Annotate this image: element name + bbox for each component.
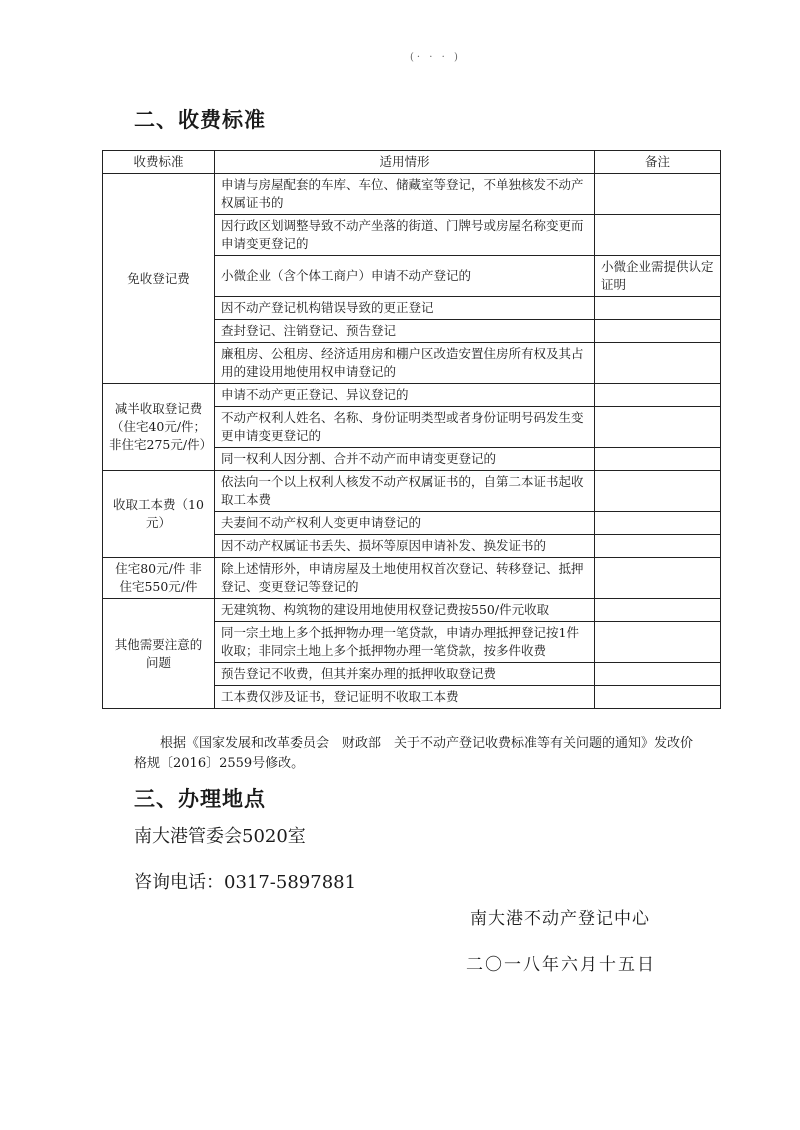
- table-row: [103, 174, 721, 215]
- case-cell: 除上述情形外，申请房屋及土地使用权首次登记、转移登记、抵押登记、变更登记等登记的: [215, 558, 595, 599]
- case-cell: 夫妻间不动产权利人变更申请登记的: [215, 512, 595, 535]
- section-title-location: 三、办理地点: [134, 787, 266, 811]
- case-cell: 预告登记不收费，但其并案办理的抵押收取登记费: [215, 663, 595, 686]
- note-cell: [595, 622, 721, 663]
- note-cell: [595, 686, 721, 709]
- note-cell: [595, 558, 721, 599]
- case-cell: 因不动产登记机构错误导致的更正登记: [215, 297, 595, 320]
- case-cell: 依法向一个以上权利人核发不动产权属证书的，自第二本证书起收取工本费: [215, 471, 595, 512]
- fee-category: 减半收取登记费（住宅40元/件；非住宅275元/件）: [103, 384, 215, 471]
- case-cell: 同一宗土地上多个抵押物办理一笔贷款，申请办理抵押登记按1件收取；非同宗土地上多个抵押物办理一笔贷款，按多件收费: [215, 622, 595, 663]
- basis-paragraph: 根据《国家发展和改革委员会 财政部 关于不动产登记收费标准等有关问题的通知》发改价格规〔2016〕2559号修改。: [134, 736, 694, 771]
- fee-table: [102, 150, 721, 709]
- note-cell: [595, 663, 721, 686]
- case-cell: 申请不动产更正登记、异议登记的: [215, 384, 595, 407]
- header-remarks: 备注: [595, 151, 721, 174]
- contact-phone: [134, 868, 356, 894]
- case-cell: 同一权利人因分割、合并不动产而申请变更登记的: [215, 448, 595, 471]
- note-cell: [595, 343, 721, 384]
- header-applicable-cases: 适用情形: [215, 151, 595, 174]
- note-cell: [595, 297, 721, 320]
- fee-category: 住宅80元/件 非住宅550元/件: [103, 558, 215, 599]
- case-cell: 工本费仅涉及证书，登记证明不收取工本费: [215, 686, 595, 709]
- fee-category: 其他需要注意的问题: [103, 599, 215, 709]
- fee-category: 免收登记费: [103, 174, 215, 384]
- case-cell: 因行政区划调整导致不动产坐落的街道、门牌号或房屋名称变更而申请变更登记的: [215, 215, 595, 256]
- note-cell: [595, 512, 721, 535]
- case-cell: 查封登记、注销登记、预告登记: [215, 320, 595, 343]
- table-row: [103, 471, 721, 512]
- case-cell: 无建筑物、构筑物的建设用地使用权登记费按550/件元收取: [215, 599, 595, 622]
- case-cell: 廉租房、公租房、经济适用房和棚户区改造安置住房所有权及其占用的建设用地使用权申请登记的: [215, 343, 595, 384]
- case-cell: 申请与房屋配套的车库、车位、储藏室等登记，不单独核发不动产权属证书的: [215, 174, 595, 215]
- note-cell: 小微企业需提供认定证明: [595, 256, 721, 297]
- table-header-row: [103, 151, 721, 174]
- phone-label: 咨询电话：: [134, 872, 224, 893]
- note-cell: [595, 215, 721, 256]
- table-row: [103, 599, 721, 622]
- case-cell: 因不动产权属证书丢失、损坏等原因申请补发、换发证书的: [215, 535, 595, 558]
- table-row: [103, 558, 721, 599]
- note-cell: [595, 174, 721, 215]
- note-cell: [595, 407, 721, 448]
- fee-category: 收取工本费（10元）: [103, 471, 215, 558]
- note-cell: [595, 471, 721, 512]
- note-cell: [595, 320, 721, 343]
- page-mark: (· · · ): [410, 52, 461, 63]
- office-location: 南大港管委会5020室: [134, 826, 306, 847]
- signature-organization: 南大港不动产登记中心: [470, 909, 650, 929]
- case-cell: 小微企业（含个体工商户）申请不动产登记的: [215, 256, 595, 297]
- section-title-fee-standard: 二、收费标准: [134, 108, 266, 132]
- note-cell: [595, 448, 721, 471]
- signature-date: 二〇一八年六月十五日: [466, 955, 656, 975]
- case-cell: 不动产权利人姓名、名称、身份证明类型或者身份证明号码发生变更申请变更登记的: [215, 407, 595, 448]
- note-cell: [595, 535, 721, 558]
- phone-number: 0317-5897881: [224, 872, 357, 893]
- note-cell: [595, 599, 721, 622]
- header-fee-standard: 收费标准: [103, 151, 215, 174]
- note-cell: [595, 384, 721, 407]
- table-row: [103, 384, 721, 407]
